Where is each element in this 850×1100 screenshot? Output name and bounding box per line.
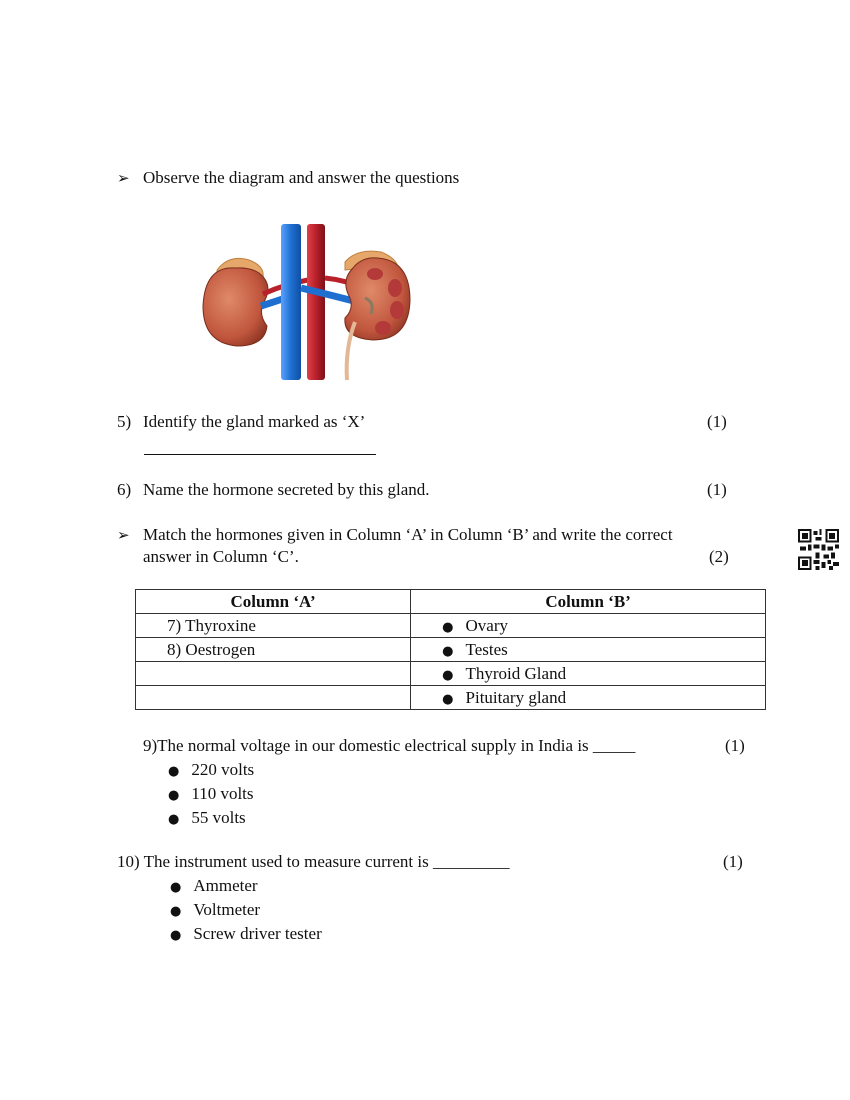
bullet-icon: ● bbox=[442, 619, 454, 635]
question-5-number: 5) bbox=[117, 412, 132, 431]
column-b-text: Testes bbox=[465, 639, 508, 659]
option-text: 55 volts bbox=[191, 808, 246, 827]
arrow-bullet-icon: ➢ bbox=[117, 526, 130, 544]
question-9-marks: (1) bbox=[725, 736, 745, 755]
table-header-row bbox=[136, 590, 766, 614]
column-b-text: Thyroid Gland bbox=[465, 663, 567, 683]
table-row bbox=[136, 686, 766, 710]
column-a-cell: 8) Oestrogen bbox=[136, 638, 411, 662]
table-row bbox=[136, 638, 766, 662]
bullet-icon: ● bbox=[170, 904, 182, 919]
bullet-icon: ● bbox=[442, 667, 454, 683]
question-10-marks: (1) bbox=[723, 852, 743, 871]
qr-code-icon bbox=[798, 529, 839, 570]
instruction-match-line2: answer in Column ‘C’. bbox=[143, 547, 299, 566]
option-item bbox=[170, 924, 322, 944]
option-item bbox=[170, 900, 260, 920]
answer-line-5[interactable] bbox=[144, 453, 376, 455]
question-5-marks: (1) bbox=[707, 412, 727, 431]
column-b-cell bbox=[411, 614, 766, 638]
column-a-cell bbox=[136, 686, 411, 710]
option-item bbox=[168, 784, 254, 804]
kidney-diagram bbox=[195, 218, 425, 383]
bullet-icon: ● bbox=[168, 764, 180, 779]
column-b-text: Pituitary gland bbox=[465, 687, 567, 707]
table-row bbox=[136, 662, 766, 686]
column-b-cell bbox=[411, 638, 766, 662]
option-item bbox=[170, 876, 258, 896]
option-item bbox=[168, 760, 254, 780]
instruction-match-line1: Match the hormones given in Column ‘A’ in Column ‘B’ and write the correct bbox=[143, 525, 673, 544]
column-a-cell bbox=[136, 662, 411, 686]
bullet-icon: ● bbox=[170, 928, 182, 943]
option-text: 220 volts bbox=[191, 760, 255, 779]
bullet-icon: ● bbox=[442, 643, 454, 659]
bullet-icon: ● bbox=[170, 880, 182, 895]
question-5-text: Identify the gland marked as ‘X’ bbox=[143, 412, 366, 431]
question-6-number: 6) bbox=[117, 480, 132, 499]
option-text: Voltmeter bbox=[193, 900, 261, 919]
question-6-marks: (1) bbox=[707, 480, 727, 499]
option-item bbox=[168, 808, 246, 828]
question-10-text: 10) The instrument used to measure current is _________ bbox=[117, 852, 510, 871]
column-b-cell bbox=[411, 662, 766, 686]
instruction-observe: Observe the diagram and answer the questions bbox=[143, 168, 460, 187]
column-b-cell bbox=[411, 686, 766, 710]
bullet-icon: ● bbox=[168, 812, 180, 827]
column-a-header: Column ‘A’ bbox=[136, 590, 411, 614]
arrow-bullet-icon: ➢ bbox=[117, 169, 130, 187]
option-text: Ammeter bbox=[193, 876, 258, 895]
matching-table bbox=[135, 589, 766, 710]
option-text: 110 volts bbox=[191, 784, 254, 803]
column-b-text: Ovary bbox=[465, 615, 508, 635]
match-marks: (2) bbox=[709, 547, 729, 566]
column-b-header: Column ‘B’ bbox=[411, 590, 766, 614]
question-9-text: 9)The normal voltage in our domestic electrical supply in India is _____ bbox=[143, 736, 636, 755]
bullet-icon: ● bbox=[168, 788, 180, 803]
column-a-cell: 7) Thyroxine bbox=[136, 614, 411, 638]
table-row bbox=[136, 614, 766, 638]
question-6-text: Name the hormone secreted by this gland. bbox=[143, 480, 430, 499]
bullet-icon: ● bbox=[442, 691, 454, 707]
option-text: Screw driver tester bbox=[193, 924, 322, 943]
